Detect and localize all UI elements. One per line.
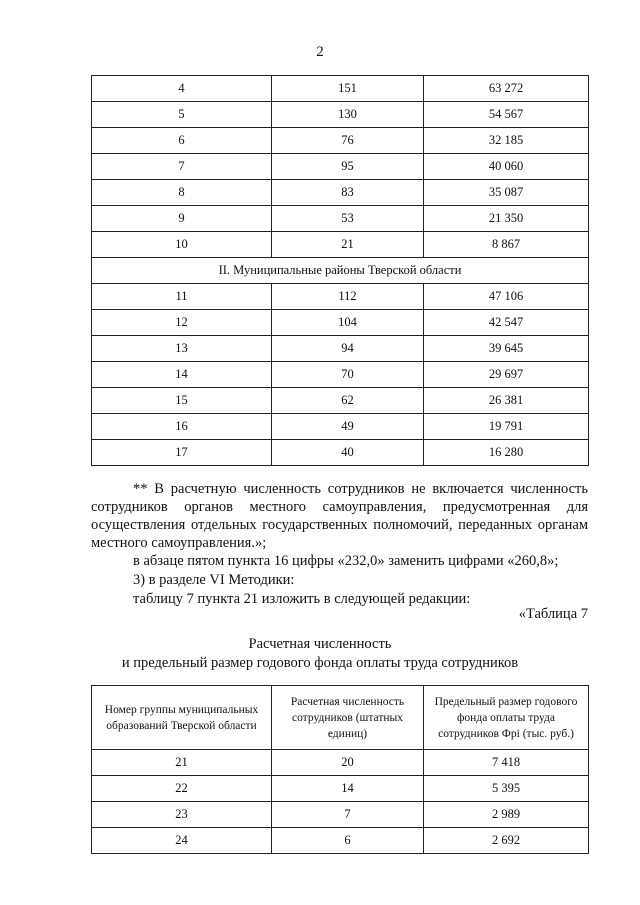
footnote xyxy=(91,480,588,552)
groups-table xyxy=(91,75,589,466)
table-row: 9 53 21 350 xyxy=(92,206,589,232)
paragraph-3: таблицу 7 пункта 21 изложить в следующей редакции: xyxy=(133,591,471,607)
table-row: 16 49 19 791 xyxy=(92,414,589,440)
table-label: «Таблица 7 xyxy=(518,606,588,622)
table-row: 5 130 54 567 xyxy=(92,102,589,128)
table-7 xyxy=(91,685,589,854)
table-row: 8 83 35 087 xyxy=(92,180,589,206)
table-row: 15 62 26 381 xyxy=(92,388,589,414)
table-row: 4 151 63 272 xyxy=(92,76,589,102)
footnote-text: ** В расчетную численность сотрудников не включается численность сотрудников органов местного самоуправления, предусмотренная для осуществления отдельных государственных полномочий, переданных органам местного самоуправления.»; xyxy=(91,481,588,551)
section-heading-row xyxy=(92,258,589,284)
column-header: Расчетная численность сотрудников (штатных единиц) xyxy=(272,686,424,750)
table-row: 24 6 2 692 xyxy=(92,828,589,854)
table-row: 21 20 7 418 xyxy=(92,750,589,776)
table-title-line-1: Расчетная численность xyxy=(248,636,392,652)
section-heading: II. Муниципальные районы Тверской области xyxy=(92,258,589,284)
paragraph-2: 3) в разделе VI Методики: xyxy=(133,572,295,588)
table-row: 23 7 2 989 xyxy=(92,802,589,828)
table-row: 11 112 47 106 xyxy=(92,284,589,310)
table-row: 17 40 16 280 xyxy=(92,440,589,466)
column-header: Номер группы муниципальных образований Тверской области xyxy=(92,686,272,750)
table-row: 7 95 40 060 xyxy=(92,154,589,180)
table-row: 14 70 29 697 xyxy=(92,362,589,388)
table-title-line-2: и предельный размер годового фонда оплаты труда сотрудников xyxy=(121,655,519,671)
paragraph-1: в абзаце пятом пункта 16 цифры «232,0» заменить цифрами «260,8»; xyxy=(133,553,559,569)
table-row: 12 104 42 547 xyxy=(92,310,589,336)
table-row: 13 94 39 645 xyxy=(92,336,589,362)
table-row: 22 14 5 395 xyxy=(92,776,589,802)
column-header: Предельный размер годового фонда оплаты труда сотрудников Фрi (тыс. руб.) xyxy=(424,686,589,750)
table-header-row xyxy=(92,686,589,750)
table-row: 10 21 8 867 xyxy=(92,232,589,258)
page-number: 2 xyxy=(316,44,324,60)
table-row: 6 76 32 185 xyxy=(92,128,589,154)
